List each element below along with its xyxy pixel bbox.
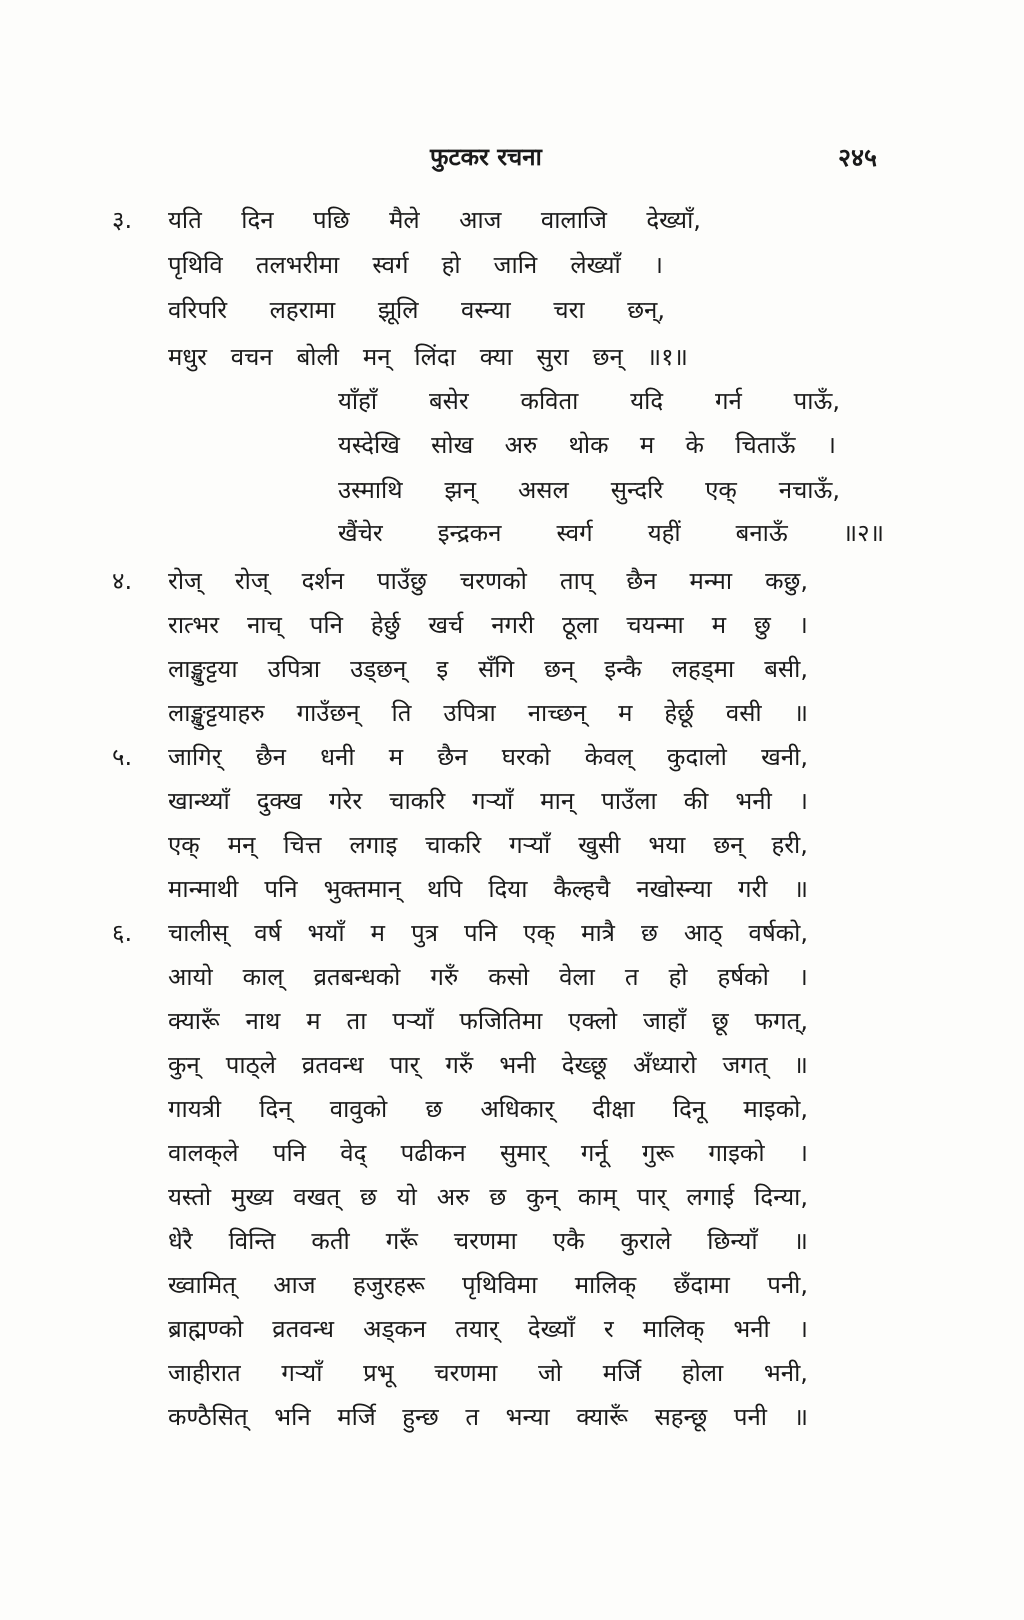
- verse-line: क्यारूँ नाथ म ता पऱ्याँ फजितिमा एक्लो जाहाँ छू फगत्,: [168, 1007, 808, 1035]
- verse-line: कण्ठैसित् भनि मर्जि हुन्छ त भन्या क्यारूँ सहन्छू पनी ॥: [168, 1403, 808, 1431]
- verse-line: मधुर वचन बोली मन् लिंदा क्या सुरा छन् ॥१॥: [168, 343, 688, 371]
- verse-line: चालीस् वर्ष भयाँ म पुत्र पनि एक् मात्रै छ आठ् वर्षको,: [168, 919, 808, 947]
- verse-line: आयो काल् व्रतबन्धको गरुँ कसो वेला त हो हर्षको ।: [168, 963, 808, 991]
- verse-line: यस्देखि सोख अरु थोक म के चिताऊँ ।: [338, 431, 836, 459]
- verse-line: लाङ्खुट्टयाहरु गाउँछन् ति उपित्रा नाच्छन् म हेर्छू वसी ॥: [168, 699, 808, 727]
- verse-line: वालक्‌ले पनि वेद् पढीकन सुमार् गर्नू गुरू गाइको ।: [168, 1139, 808, 1167]
- verse-line: रोज् रोज् दर्शन पाउँछु चरणको ताप् छैन मन्मा कछु,: [168, 567, 808, 595]
- verse-number: ६.: [112, 919, 133, 947]
- verse-line: उस्माथि झन् असल सुन्दरि एक् नचाऊँ,: [338, 476, 840, 504]
- verse-line: खान्थ्याँ दुक्ख गरेर चाकरि गऱ्याँ मान् पाउँला की भनी ।: [168, 787, 808, 815]
- verse-line: याँहाँ बसेर कविता यदि गर्न पाऊँ,: [338, 387, 840, 415]
- verse-line: जागिर् छैन धनी म छैन घरको केवल् कुदालो खनी,: [168, 743, 808, 771]
- verse-line: यस्तो मुख्य वखत् छ यो अरु छ कुन् काम् पार् लगाई दिन्या,: [168, 1183, 808, 1211]
- page-header: [0, 140, 1024, 180]
- verse-line: जाहीरात गऱ्याँ प्रभू चरणमा जो मर्जि होला भनी,: [168, 1359, 808, 1387]
- running-title: फुटकर रचना: [430, 143, 542, 171]
- verse-line: कुन् पाठ्‌ले व्रतवन्ध पार् गरुँ भनी देख्छू अँध्यारो जगत् ॥: [168, 1051, 808, 1079]
- page-number: २४५: [838, 143, 878, 172]
- verse-line: धेरै विन्ति कती गरूँ चरणमा एकै कुराले छिन्याँ ॥: [168, 1227, 808, 1255]
- verse-line: ख्वामित् आज हजुरहरू पृथिविमा मालिक् छँदामा पनी,: [168, 1271, 808, 1299]
- verse-line: पृथिवि तलभरीमा स्वर्ग हो जानि लेख्याँ ।: [168, 251, 663, 279]
- verse-line: यति दिन पछि मैले आज वालाजि देख्याँ,: [168, 206, 701, 234]
- verse-line: मान्माथी पनि भुक्तमान् थपि दिया कैल्हचै नखोस्न्या गरी ॥: [168, 875, 808, 903]
- verse-number: ४.: [112, 567, 133, 595]
- verse-line: एक् मन् चित्त लगाइ चाकरि गऱ्याँ खुसी भया छन् हरी,: [168, 831, 808, 859]
- verse-line: वरिपरि लहरामा झूलि वस्न्या चरा छन्,: [168, 296, 665, 324]
- verse-number: ५.: [112, 743, 133, 771]
- verse-number: ३.: [112, 206, 133, 234]
- verse-line: खैंचेर इन्द्रकन स्वर्ग यहीं बनाऊँ ॥२॥: [338, 519, 884, 547]
- verse-line: ब्राह्मण्को व्रतवन्ध अड्‌कन तयार् देख्याँ र मालिक् भनी ।: [168, 1315, 808, 1343]
- verse-line: गायत्री दिन् वावुको छ अधिकार् दीक्षा दिनू माइको,: [168, 1095, 808, 1123]
- verse-line: रात्भर नाच् पनि हेर्छु खर्च नगरी ठूला चयन्मा म छु ।: [168, 611, 808, 639]
- verse-line: लाङ्खुट्टया उपित्रा उड्‌छन् इ सँगि छन् इन्कै लहड्मा बसी,: [168, 655, 808, 683]
